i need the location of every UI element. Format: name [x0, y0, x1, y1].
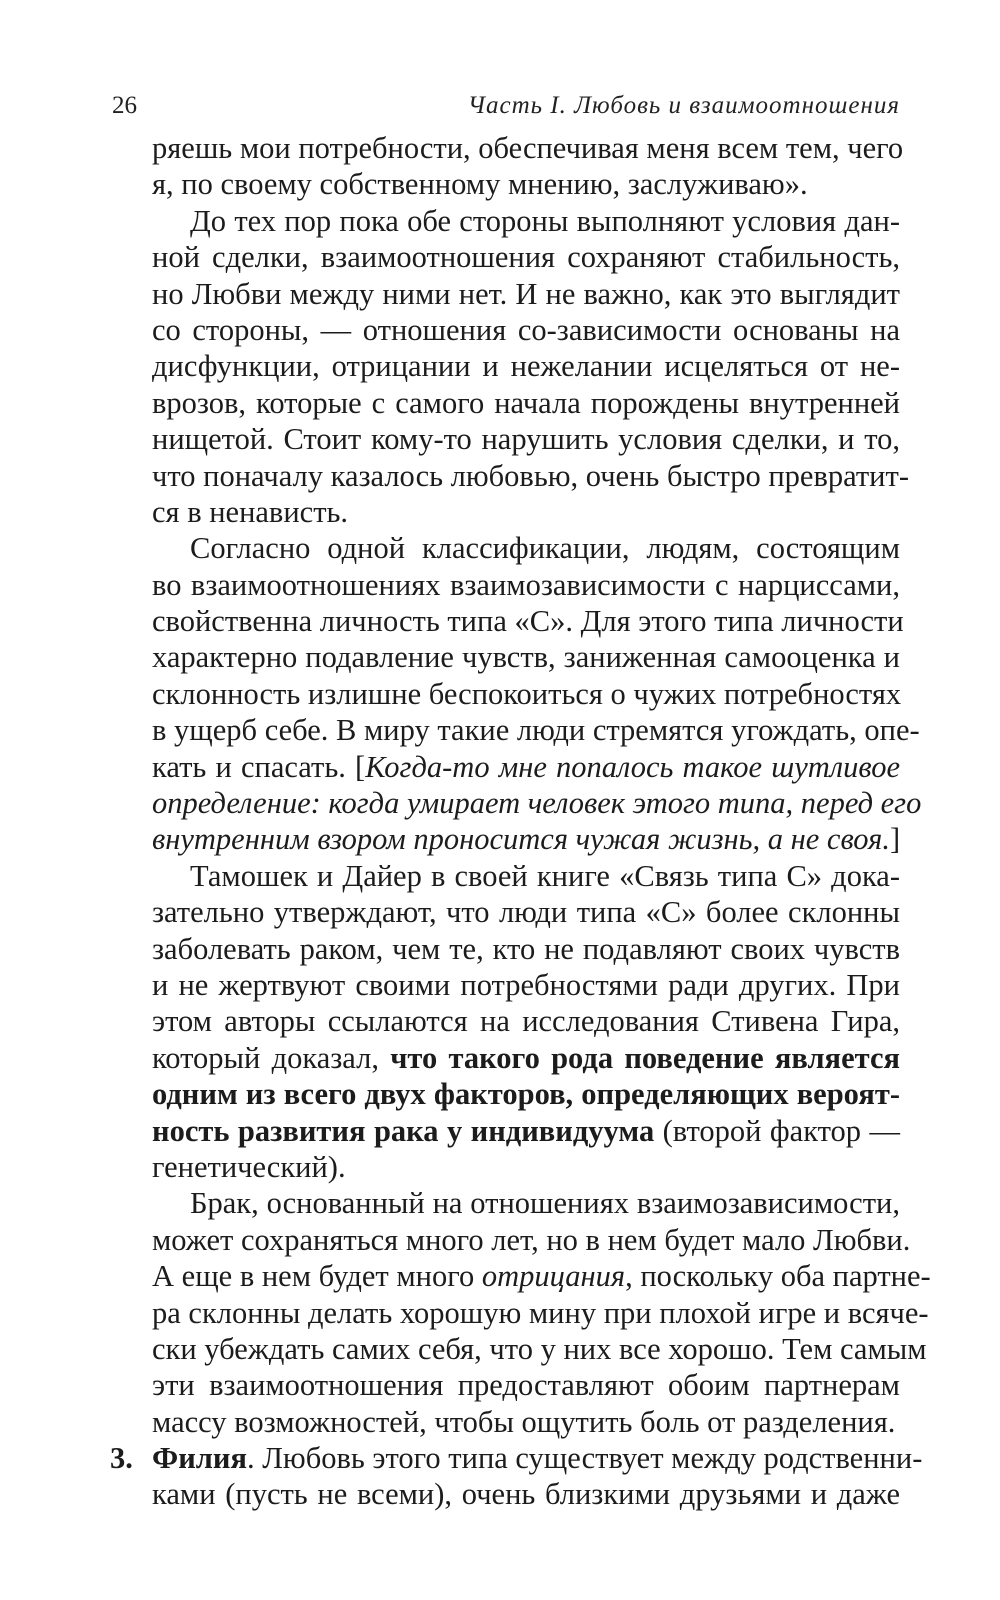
- text-line: свойственна личность типа «С». Для этого типа личности: [152, 604, 904, 639]
- text-line: ряешь мои потребности, обеспечивая меня всем тем, чего: [152, 131, 904, 165]
- italic-run: отрицания: [481, 1259, 626, 1294]
- text-line: Тамошек и Дайер в своей книге «Связь типа С» дока-: [190, 858, 900, 893]
- text-line: во взаимоотношениях взаимозависимости с нарциссами,: [152, 567, 900, 602]
- text-line: и не жертвуют своими потребностями ради других. При: [152, 967, 900, 1002]
- text-run: который доказал,: [152, 1040, 391, 1075]
- term-bold: Филия: [152, 1441, 247, 1476]
- text-line: заболевать раком, чем те, кто не подавляют своих чувств: [152, 931, 900, 966]
- text-line: но Любви между ними нет. И не важно, как это выглядит: [152, 276, 900, 311]
- text-line: [152, 785, 922, 821]
- text-run: , поскольку оба партне-: [625, 1259, 931, 1294]
- text-line: я, по своему собственному мнению, заслуживаю».: [152, 167, 808, 202]
- text-line: ной сделки, взаимоотношения сохраняют стабильность,: [152, 240, 900, 275]
- text-run: . Любовь этого типа существует между родственни-: [246, 1441, 923, 1476]
- italic-run: определение: когда умирает человек этого типа, перед его: [152, 786, 922, 821]
- text-line: ками (пусть не всеми), очень близкими друзьями и даже: [152, 1477, 900, 1512]
- text-line: До тех пор пока обе стороны выполняют условия дан-: [190, 203, 900, 238]
- bold-run: одним из всего двух факторов, определяющих вероят-: [152, 1077, 900, 1112]
- text-line: массу возможностей, чтобы ощутить боль от разделения.: [152, 1404, 896, 1439]
- text-line: врозов, которые с самого начала порождены внутренней: [152, 385, 900, 420]
- list-number: 3.: [110, 1441, 133, 1476]
- text-line: Согласно одной классификации, людям, состоящим: [190, 531, 900, 566]
- text-run: (второй фактор —: [654, 1113, 900, 1148]
- page-number: 26: [112, 92, 137, 119]
- numbered-item-line: [110, 1440, 923, 1476]
- text-line: Брак, основанный на отношениях взаимозависимости,: [190, 1186, 900, 1221]
- text-line: со стороны, — отношения со-зависимости основаны на: [152, 312, 900, 347]
- text-line: ски убеждать самих себя, что у них все хорошо. Тем самым: [152, 1331, 927, 1366]
- text-line: этом авторы ссылаются на исследования Стивена Гира,: [152, 1004, 900, 1039]
- text-line: что поначалу казалось любовью, очень быстро превратит-: [152, 458, 909, 493]
- text-line: характерно подавление чувств, заниженная самооценка и: [152, 640, 900, 675]
- text-line: ра склонны делать хорошую мину при плохой игре и всяче-: [152, 1295, 929, 1330]
- bold-run: ность развития рака у индивидуума: [152, 1113, 655, 1148]
- text-line: [152, 1113, 900, 1149]
- text-run: кать и спасать. [: [152, 749, 366, 784]
- italic-run: внутренним взором проносится чужая жизнь, а не своя.: [152, 822, 890, 857]
- text-line: дисфункции, отрицании и нежелании исцеляться от не-: [152, 349, 900, 384]
- text-line: [152, 1258, 931, 1294]
- text-line: [152, 1040, 900, 1076]
- bold-run: что такого рода поведение является: [390, 1040, 900, 1075]
- body-text: [110, 130, 931, 1513]
- text-line: [152, 1076, 900, 1112]
- text-line: ся в ненависть.: [152, 494, 349, 529]
- text-line: зательно утверждают, что люди типа «С» более склонны: [152, 895, 900, 930]
- text-line: склонность излишне беспокоиться о чужих потребностях: [152, 676, 902, 711]
- text-line: [152, 821, 900, 857]
- running-head: Часть I. Любовь и взаимоотношения: [467, 92, 900, 119]
- page-header: [112, 86, 900, 126]
- text-line: [152, 749, 900, 785]
- text-run: ]: [889, 822, 901, 857]
- text-line: эти взаимоотношения предоставляют обоим партнерам: [152, 1368, 900, 1403]
- text-line: генетический).: [152, 1149, 346, 1184]
- text-run: А еще в нем будет много: [152, 1259, 482, 1294]
- text-line: может сохраняться много лет, но в нем будет мало Любви.: [152, 1222, 911, 1257]
- italic-run: Когда-то мне попалось такое шутливое: [365, 749, 900, 784]
- text-line: нищетой. Стоит кому-то нарушить условия сделки, и то,: [152, 422, 900, 457]
- text-line: в ущерб себе. В миру такие люди стремятся угождать, опе-: [152, 713, 920, 748]
